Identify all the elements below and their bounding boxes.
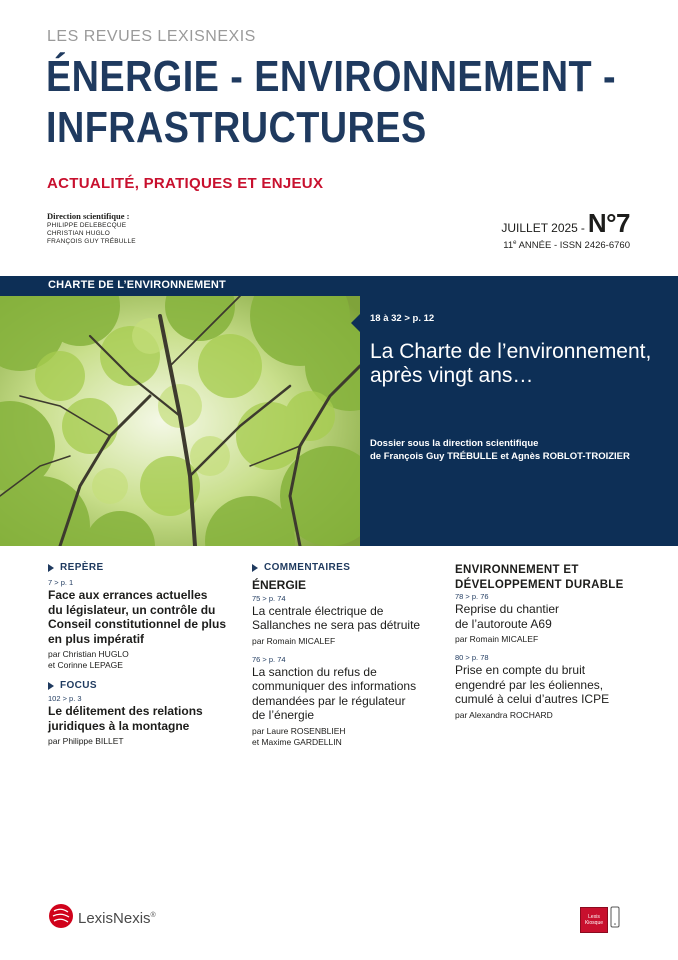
journal-title-line2: INFRASTRUCTURES — [46, 103, 427, 152]
triangle-icon — [252, 564, 258, 572]
issue-number: N°7 — [587, 208, 630, 238]
category-line: ENVIRONNEMENT ET — [455, 564, 579, 576]
triangle-icon — [48, 682, 54, 690]
article-author — [252, 726, 442, 748]
title-line: Prise en compte du bruit — [455, 663, 586, 677]
hero-pointer — [351, 314, 360, 332]
title-line: de l’énergie — [252, 708, 315, 722]
title-line: Sallanches ne sera pas détruite — [252, 618, 421, 632]
article-title — [455, 602, 655, 631]
hero-reference: 18 à 32 > p. 12 — [370, 313, 435, 324]
title-line: engendré par les éoliennes, — [455, 677, 604, 692]
column-right — [455, 563, 655, 721]
issue-line — [501, 208, 630, 239]
article-reference: 78 > p. 76 — [455, 592, 489, 601]
issue-separator: - — [580, 221, 585, 235]
article-title — [252, 665, 442, 723]
author-line: par Romain MICALEF — [455, 634, 539, 644]
title-line: juridiques à la montagne — [48, 718, 190, 733]
article-reference: 76 > p. 74 — [252, 654, 286, 664]
author-line: par Philippe BILLET — [48, 736, 124, 746]
column-left — [48, 562, 238, 747]
author-line: par Laure ROSENBLIEH — [252, 725, 346, 736]
title-line: demandées par le régulateur — [252, 693, 406, 708]
lexisnexis-logo — [48, 903, 156, 934]
hero-forest-image — [0, 296, 360, 546]
article-author — [252, 636, 442, 647]
journal-subtitle: ACTUALITÉ, PRATIQUES ET ENJEUX — [47, 175, 324, 192]
title-line: Le délitement des relations — [48, 704, 203, 718]
title-line: en plus impératif — [48, 631, 145, 646]
article-title — [48, 704, 238, 733]
phone-icon — [610, 906, 620, 933]
author-line: par Christian HUGLO — [48, 649, 129, 659]
title-line: cumulé à celui d’autres ICPE — [455, 692, 610, 706]
digital-devices — [580, 906, 620, 933]
category-line: DÉVELOPPEMENT DURABLE — [455, 578, 624, 591]
direction-name: FRANÇOIS GUY TRÉBULLE — [47, 238, 136, 245]
brand-text: LexisNexis — [78, 910, 151, 927]
title-line: Face aux errances actuelles — [48, 588, 208, 602]
registered-mark: ® — [150, 912, 156, 919]
triangle-icon — [48, 564, 54, 572]
category-heading: ÉNERGIE — [252, 578, 307, 592]
issue-issn: ANNÉE - ISSN 2426-6760 — [516, 240, 630, 252]
brand-name — [78, 910, 156, 927]
issue-year-suffix: e — [513, 240, 517, 246]
author-line: par Alexandra ROCHARD — [455, 709, 553, 720]
title-line: du législateur, un contrôle du — [48, 602, 216, 617]
title-line: La sanction du refus de — [252, 664, 377, 679]
series-name: LES REVUES LEXISNEXIS — [47, 28, 256, 45]
title-line: communiquer des informations — [252, 679, 417, 693]
article-reference: 80 > p. 78 — [455, 653, 489, 662]
title-line: La centrale électrique de — [252, 603, 384, 618]
section-heading-focus — [48, 680, 238, 691]
title-line: Conseil constitutionnel de plus — [48, 617, 227, 631]
article-reference: 102 > p. 3 — [48, 694, 82, 703]
lexisnexis-logo-icon — [48, 903, 74, 934]
section-label: COMMENTAIRES — [264, 562, 351, 573]
hero-credit-line: Dossier sous la direction scientifique — [370, 438, 539, 449]
issue-meta — [503, 240, 630, 251]
direction-name: PHILIPPE DELEBECQUE — [47, 222, 127, 229]
column-middle — [252, 562, 442, 748]
article-reference: 75 > p. 74 — [252, 593, 286, 603]
title-line: Reprise du chantier — [455, 602, 560, 616]
article-author — [48, 649, 238, 671]
issue-year: 11 — [503, 240, 514, 252]
article-title — [48, 588, 238, 646]
article-author — [455, 634, 655, 645]
section-label: FOCUS — [60, 680, 97, 691]
title-line: de l’autoroute A69 — [455, 616, 552, 631]
hero-credit — [370, 437, 670, 463]
section-label: REPÈRE — [60, 562, 104, 573]
direction-label: Direction scientifique : — [47, 211, 130, 221]
category-heading — [455, 563, 655, 592]
issue-date: JUILLET 2025 — [501, 221, 578, 235]
article-reference: 7 > p. 1 — [48, 578, 74, 587]
author-line: par Romain MICALEF — [252, 635, 336, 646]
hero-section-label: CHARTE DE L’ENVIRONNEMENT — [48, 279, 226, 291]
article-author — [48, 736, 238, 747]
section-heading-repere — [48, 562, 238, 573]
kiosque-badge: Lexis Kiosque — [580, 907, 608, 933]
hero-title: La Charte de l’environnement, après vingt ans… — [370, 340, 652, 387]
article-author — [455, 710, 655, 721]
article-title — [455, 663, 655, 707]
hero-credit-line: de François Guy TRÉBULLE et Agnès ROBLOT-TROIZIER — [370, 451, 630, 462]
direction-name: CHRISTIAN HUGLO — [47, 230, 110, 237]
article-title — [252, 604, 442, 633]
section-heading-commentaires — [252, 562, 442, 573]
author-line: et Maxime GARDELLIN — [252, 736, 342, 747]
journal-title-line1: ÉNERGIE - ENVIRONNEMENT - — [46, 52, 616, 101]
author-line: et Corinne LEPAGE — [48, 660, 123, 670]
